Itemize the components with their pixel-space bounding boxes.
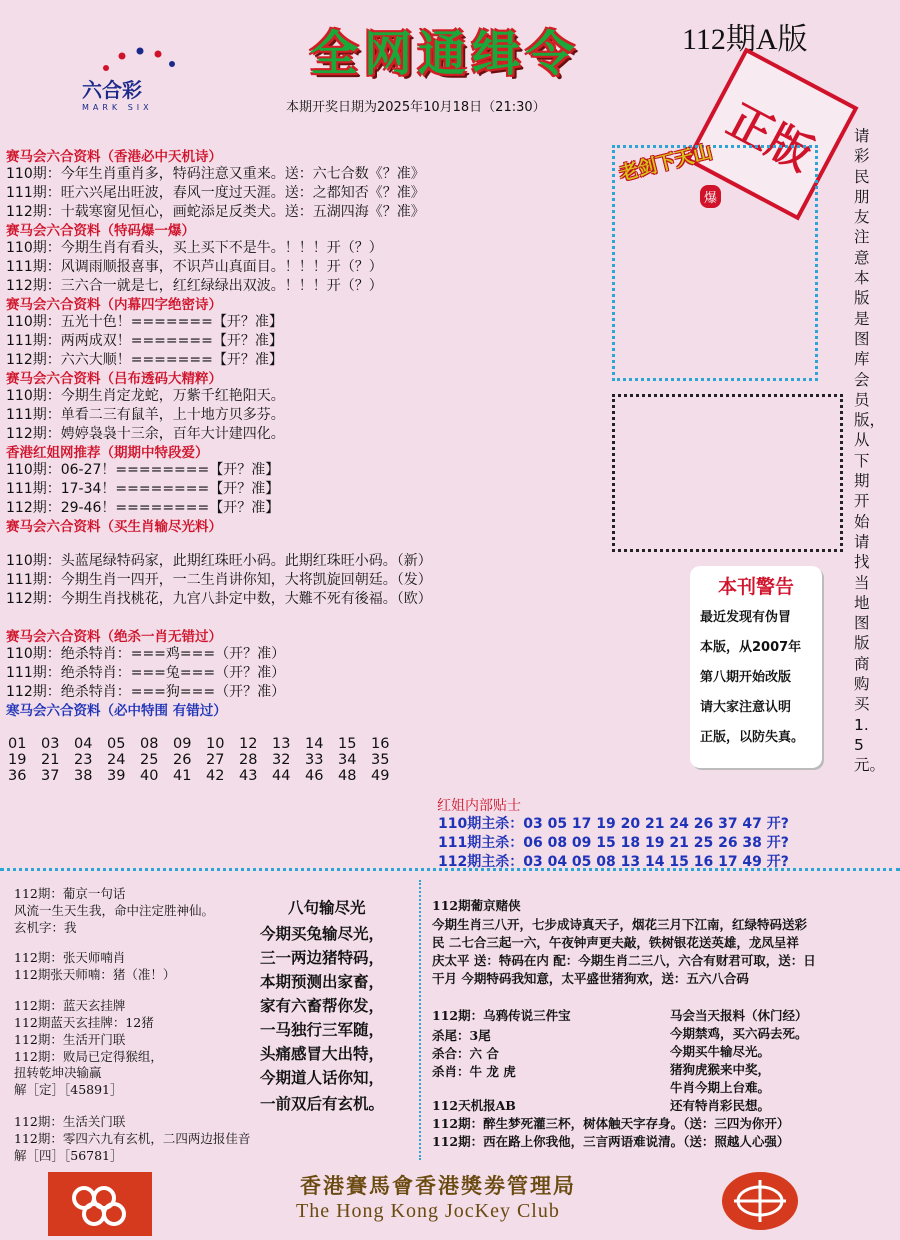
text-line: 还有特肖彩民想。	[670, 1098, 771, 1113]
list-item: 111期：今期生肖一四开，一二生肖讲你知，大将凯旋回朝廷。（发）	[6, 572, 432, 588]
number-cell: 49	[371, 768, 390, 784]
number-cell: 14	[305, 736, 324, 752]
footer-title-en: The Hong Kong JocKey Club	[296, 1200, 560, 1222]
text-line: 112期：败局已定得猴组，	[14, 1049, 163, 1064]
poem-line: 今期道人话你知，	[260, 1068, 385, 1087]
text-line: 解［四］［56781］	[14, 1148, 123, 1163]
poem-title: 八句输尽光	[288, 898, 366, 917]
text-line: 112期葡京赌侠	[432, 898, 521, 913]
number-cell: 03	[41, 736, 60, 752]
logo-text: 六合彩	[82, 78, 142, 102]
list-item: 112期：六六大顺！=======【开？准】	[6, 352, 283, 368]
text-line: 112期：蓝天玄挂牌	[14, 998, 126, 1013]
number-cell: 33	[305, 752, 324, 768]
text-line: 解［定］［45891］	[14, 1082, 123, 1097]
list-item: 111期：绝杀特肖：===兔===（开？准）	[6, 665, 286, 681]
warning-line: 正版，以防失真。	[700, 730, 805, 745]
text-line: 杀合：六 合	[432, 1046, 499, 1061]
section-title: 赛马会六合资料（吕布透码大精粹）	[6, 371, 222, 387]
number-cell: 15	[338, 736, 357, 752]
list-item: 110期：今年生肖重肖多，特码注意又重来。送：六七合数《？准》	[6, 166, 425, 182]
text-line: 干月 今期特码我知意，太平盛世猪狗欢，送：五六八合码	[432, 971, 749, 986]
number-cell: 32	[272, 752, 291, 768]
number-cell: 40	[140, 768, 159, 784]
numbers-row	[8, 736, 404, 752]
number-cell: 09	[173, 736, 192, 752]
numbers-row	[8, 768, 404, 784]
number-cell: 35	[371, 752, 390, 768]
number-cell: 48	[338, 768, 357, 784]
number-cell: 23	[74, 752, 93, 768]
number-cell: 12	[239, 736, 258, 752]
number-cell: 44	[272, 768, 291, 784]
section-title: 香港红姐网推荐（期期中特段爱）	[6, 445, 209, 461]
number-cell: 16	[371, 736, 390, 752]
number-cell: 46	[305, 768, 324, 784]
number-cell: 21	[41, 752, 60, 768]
list-item: 112期：三六合一就是七，红红绿绿出双波。！！！开（？）	[6, 278, 383, 294]
list-item: 112期：29-46！========【开？准】	[6, 500, 280, 516]
number-cell: 13	[272, 736, 291, 752]
list-item: 110期：今期生肖有看头，买上买下不是牛。！！！开（？）	[6, 240, 383, 256]
poem-line: 三一两边猪特码，	[260, 948, 385, 967]
warning-title: 本刊警告	[717, 576, 794, 598]
promo-text: 老剑下天山	[617, 140, 715, 186]
text-line: 112期：葡京一句话	[14, 886, 126, 901]
numbers-grid	[8, 736, 404, 784]
text-line: 庆太平 送：特码在内 配：今期生肖二三八，六合有财君可取，送：日	[432, 953, 816, 968]
list-item: 111期：17-34！========【开？准】	[6, 481, 280, 497]
text-line: 杀尾：3尾	[432, 1028, 491, 1043]
list-item: 111期：旺六兴尾出旺波，春风一度过天涯。送：之都知否《？准》	[6, 185, 425, 201]
warning-line: 最近发现有伪冒	[700, 610, 792, 625]
text-line: 今期生肖三八开，七步成诗真天子，烟花三月下江南，红绿特码送彩	[432, 917, 808, 932]
number-cell: 38	[74, 768, 93, 784]
text-line: 今期买牛输尽光。	[670, 1044, 771, 1059]
logo-subtitle: MARK SIX	[82, 103, 153, 112]
edition-label: 112期A版	[682, 23, 808, 56]
text-line: 112期：张天师喃肖	[14, 950, 126, 965]
text-line: 今期禁鸡，买六码去死。	[670, 1026, 808, 1041]
number-cell: 25	[140, 752, 159, 768]
text-line: 112期：零四六九有玄机，二四两边报佳音	[14, 1131, 251, 1146]
text-line: 牛肖今期上台难。	[670, 1080, 771, 1095]
tips-line: 112期主杀：03 04 05 08 13 14 15 16 17 49 开?	[438, 854, 789, 870]
list-item: 112期：绝杀特肖：===狗===（开？准）	[6, 684, 286, 700]
page-title: 全网通缉令	[309, 25, 580, 82]
text-line: 112期：乌鸦传说三件宝	[432, 1008, 571, 1023]
poem-line: 头痛感冒大出特，	[260, 1044, 385, 1063]
poem-line: 一马独行三军随，	[260, 1020, 385, 1039]
list-item: 111期：单看二三有鼠羊，上十地方贝多芬。	[6, 407, 285, 423]
number-cell: 05	[107, 736, 126, 752]
number-cell: 27	[206, 752, 225, 768]
section-title: 赛马会六合资料（买生肖输尽光料）	[6, 519, 222, 535]
text-line: 风流一生天生我，命中注定胜神仙。	[14, 903, 215, 918]
list-item: 110期：今期生肖定龙蛇，万紫千红艳阳天。	[6, 388, 285, 404]
list-item: 110期：06-27！========【开？准】	[6, 462, 280, 478]
number-cell: 42	[206, 768, 225, 784]
number-cell: 37	[41, 768, 60, 784]
genuine-stamp: 正版	[685, 47, 858, 220]
number-cell: 01	[8, 736, 27, 752]
list-item: 112期：十载寒窗见恒心，画蛇添足反类犬。送：五湖四海《？准》	[6, 204, 425, 220]
list-item: 112期：娉婷袅袅十三余，百年大计建四化。	[6, 426, 285, 442]
text-line: 112天机报AB	[432, 1098, 516, 1113]
list-item: 110期：头蓝尾绿特码家，此期红珠旺小码。此期红珠旺小码。（新）	[6, 553, 432, 569]
number-cell: 04	[74, 736, 93, 752]
poem-line: 一前双后有玄机。	[260, 1094, 385, 1113]
side-notice: 请彩民朋友注意本版是图库会员版，从下期开始请找当地图版商购买1.5元。	[854, 127, 886, 775]
text-line: 玄机字：我	[14, 920, 77, 935]
number-cell: 10	[206, 736, 225, 752]
list-item: 111期：两两成双！=======【开？准】	[6, 333, 283, 349]
warning-line: 请大家注意认明	[700, 700, 792, 715]
text-line: 扭转乾坤决输赢	[14, 1065, 102, 1080]
number-cell: 28	[239, 752, 258, 768]
list-item: 112期：今期生肖找桃花，九宫八卦定中数，大難不死有後福。（欧）	[6, 591, 432, 607]
number-cell: 36	[8, 768, 27, 784]
footer-title-cn: 香港賽馬會香港獎劵管理局	[300, 1173, 576, 1198]
text-line: 112期：生活开门联	[14, 1032, 126, 1047]
text-line: 112期：生活关门联	[14, 1114, 126, 1129]
section-title: 赛马会六合资料（内幕四字绝密诗）	[6, 297, 222, 313]
section-title: 赛马会六合资料（绝杀一肖无错过）	[6, 629, 222, 645]
emblem-logo-icon	[722, 1172, 798, 1230]
text-line: 112期：醉生梦死灌三杯，树体触天字存身。（送：三四为你开）	[432, 1116, 790, 1131]
text-line: 杀肖：牛 龙 虎	[432, 1064, 516, 1079]
section-title: 赛马会六合资料（香港必中天机诗）	[6, 149, 222, 165]
warning-box	[690, 566, 822, 768]
empty-ad-box	[612, 394, 843, 552]
number-cell: 34	[338, 752, 357, 768]
number-cell: 24	[107, 752, 126, 768]
draw-date: 本期开奖日期为2025年10月18日（21:30）	[286, 100, 546, 115]
text-line: 民 二七合三起一六，午夜钟声更夫敲，铁树银花送英雄，龙凤呈祥	[432, 935, 799, 950]
numbers-row	[8, 752, 404, 768]
tips-title: 红姐内部贴士	[437, 798, 521, 814]
section-title: 寒马会六合资料（必中特围 有错过）	[6, 703, 227, 719]
number-cell: 39	[107, 768, 126, 784]
number-cell: 19	[8, 752, 27, 768]
poem-line: 家有六畜帮你发，	[260, 996, 385, 1015]
poem-line: 本期预测出家畜，	[260, 972, 385, 991]
knot-logo-icon	[48, 1172, 152, 1236]
number-cell: 26	[173, 752, 192, 768]
section-title: 赛马会六合资料（特码爆一爆）	[6, 223, 195, 239]
tips-line: 110期主杀：03 05 17 19 20 21 24 26 37 47 开?	[438, 816, 789, 832]
section-divider	[0, 868, 900, 871]
list-item: 110期：绝杀特肖：===鸡===（开？准）	[6, 646, 286, 662]
text-line: 猪狗虎猴来中奖，	[670, 1062, 771, 1077]
number-cell: 41	[173, 768, 192, 784]
poem-line: 今期买兔输尽光，	[260, 924, 385, 943]
number-cell: 08	[140, 736, 159, 752]
list-item: 111期：风调雨顺报喜事，不识芦山真面目。！！！开（？）	[6, 259, 383, 275]
column-divider	[419, 880, 421, 1160]
logo-dots-icon	[96, 46, 186, 74]
list-item: 110期：五光十色！=======【开？准】	[6, 314, 283, 330]
text-line: 马会当天报料（休门经）	[670, 1008, 808, 1023]
warning-line: 本版，从2007年	[700, 640, 802, 655]
tips-line: 111期主杀：06 08 09 15 18 19 21 25 26 38 开?	[438, 835, 789, 851]
text-line: 112期蓝天玄挂牌：12猪	[14, 1015, 154, 1030]
burst-badge: 爆	[700, 185, 721, 208]
text-line: 112期张天师喃：猪（准！）	[14, 967, 176, 982]
number-cell: 43	[239, 768, 258, 784]
text-line: 112期：西在路上你我他，三言两语难说清。（送：照越人心强）	[432, 1134, 790, 1149]
warning-line: 第八期开始改版	[700, 670, 792, 685]
